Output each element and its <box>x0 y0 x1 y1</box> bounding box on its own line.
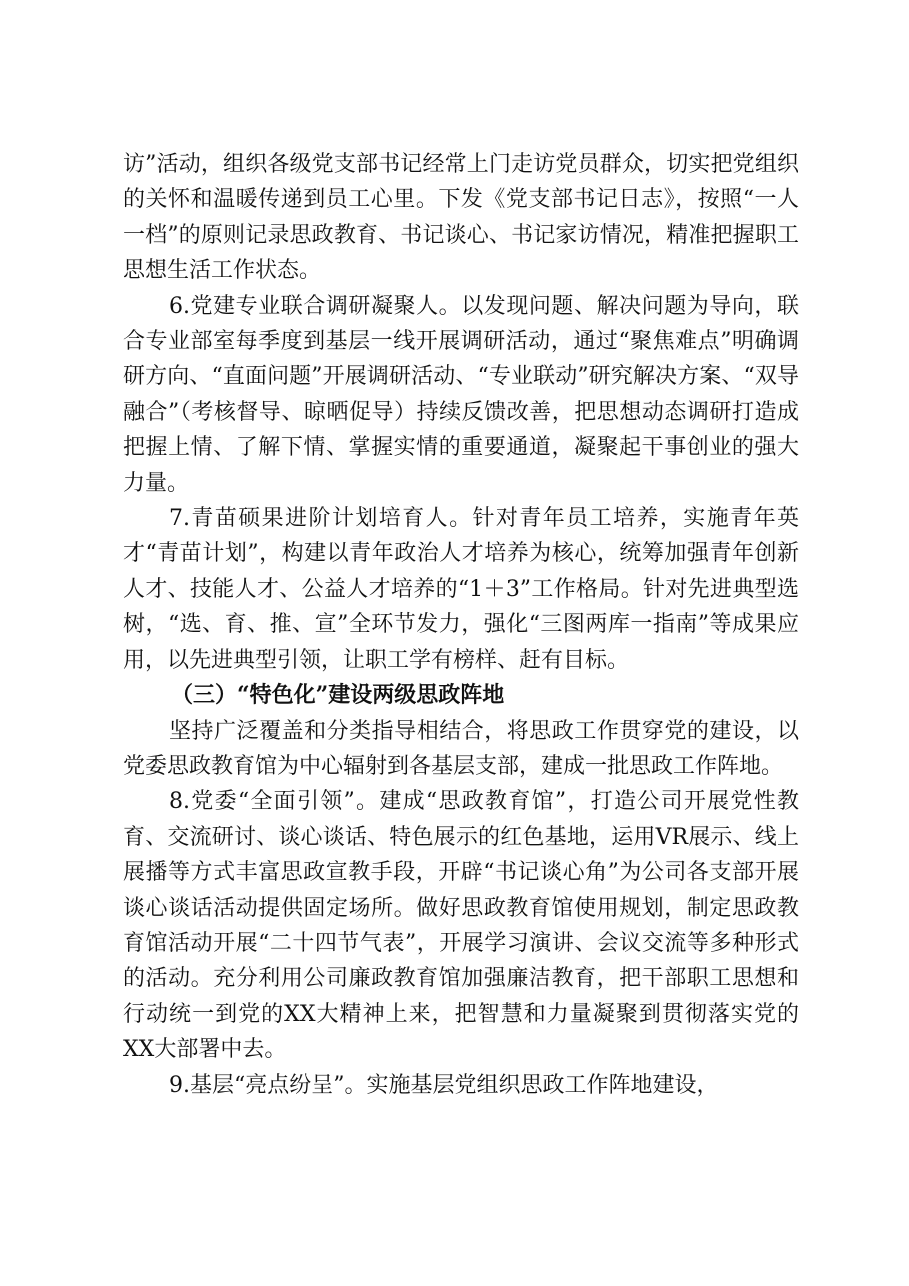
paragraph-item-8: 8.党委“全面引领”。建成“思政教育馆”，打造公司开展党性教育、交流研讨、谈心谈话、特色展示的红色基地，运用VR展示、线上展播等方式丰富思政宣教手段，开辟“书记谈心角”为公司各支部开展谈心谈话活动提供固定场所。做好思政教育馆使用规划，制定思政教育馆活动开展“二十四节气表”，开展学习演讲、会议交流等多种形式的活动。充分利用公司廉政教育馆加强廉洁教育，把干部职工思想和行动统一到党的XX大精神上来，把智慧和力量凝聚到贯彻落实党的XX大部署中去。 <box>123 789 799 1063</box>
paragraph-home-visit: 访”活动，组织各级党支部书记经常上门走访党员群众，切实把党组织的关怀和温暖传递到员工心里。下发《党支部书记日志》，按照“一人一档”的原则记录思政教育、书记谈心、书记家访情况，精准把握职工思想生活工作状态。 <box>123 152 799 284</box>
paragraph-item-7: 7.青苗硕果进阶计划培育人。针对青年员工培养，实施青年英才“青苗计划”，构建以青年政治人才培养为核心，统筹加强青年创新人才、技能人才、公益人才培养的“1＋3”工作格局。针对先进典型选树，“选、育、推、宣”全环节发力，强化“三图两库一指南”等成果应用，以先进典型引领，让职工学有榜样、赶有目标。 <box>123 506 799 673</box>
document-body <box>123 147 799 1103</box>
paragraph-item-6: 6.党建专业联合调研凝聚人。以发现问题、解决问题为导向，联合专业部室每季度到基层一线开展调研活动，通过“聚焦难点”明确调研方向、“直面问题”开展调研活动、“专业联动”研究解决方案、“双导融合”（考核督导、晾晒促导）持续反馈改善，把思想动态调研打造成把握上情、了解下情、掌握实情的重要通道，凝聚起干事创业的强大力量。 <box>123 293 799 496</box>
paragraph-section-intro: 坚持广泛覆盖和分类指导相结合，将思政工作贯穿党的建设，以党委思政教育馆为中心辐射到各基层支部，建成一批思政工作阵地。 <box>123 718 799 779</box>
section-heading-3: （三）“特色化”建设两级思政阵地 <box>171 682 505 709</box>
paragraph-item-9: 9.基层“亮点纷呈”。实施基层党组织思政工作阵地建设， <box>169 1072 719 1098</box>
